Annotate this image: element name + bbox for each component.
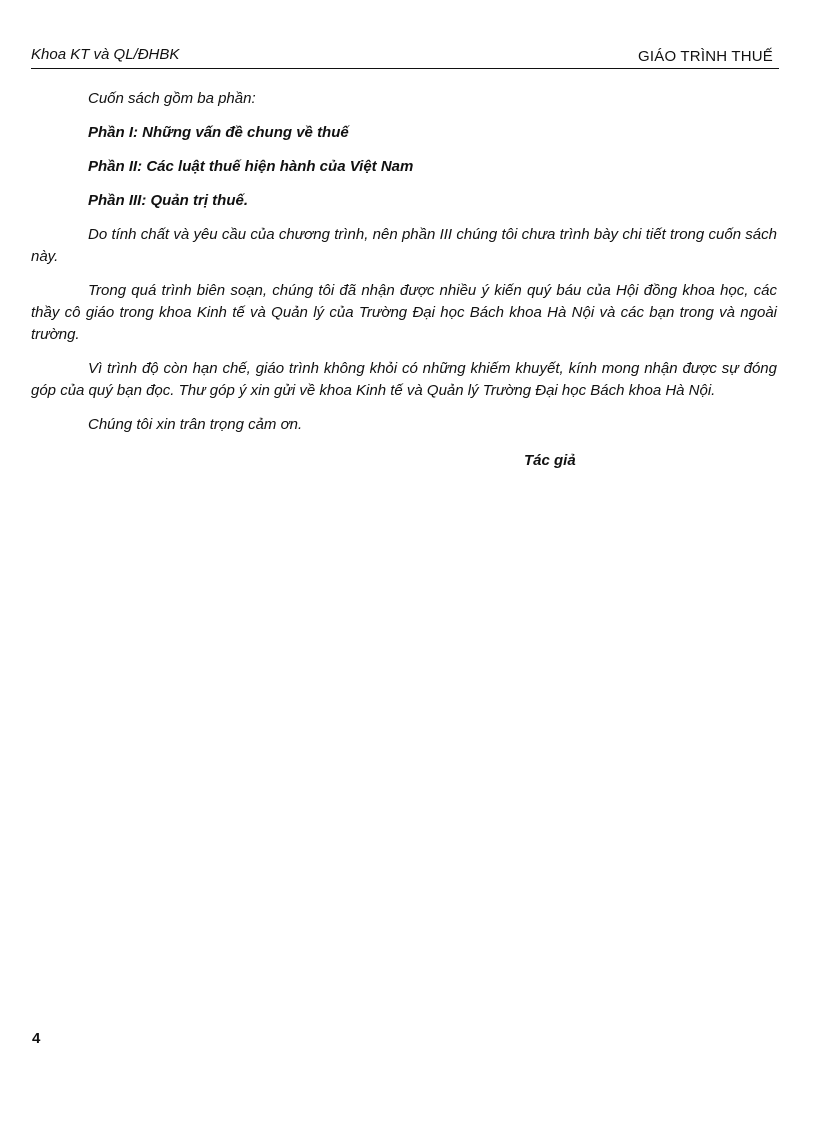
part-one-title: Phần I: Những vấn đề chung về thuế (88, 124, 349, 141)
intro-line: Cuốn sách gồm ba phần: (88, 90, 256, 107)
part-two-title: Phần II: Các luật thuế hiện hành của Việt Nam (88, 158, 414, 175)
author-signature: Tác giả (524, 452, 576, 469)
header-book-title: GIÁO TRÌNH THUẾ (638, 48, 773, 65)
part-three-title: Phần III: Quản trị thuế. (88, 192, 249, 209)
thanks-line: Chúng tôi xin trân trọng cảm ơn. (88, 416, 303, 433)
paragraph-scope: Do tính chất và yêu cầu của chương trình, nên phần III chúng tôi chưa trình bày chi tiết trong cuốn sách này. (31, 226, 777, 265)
page-content (31, 88, 777, 472)
page-number: 4 (32, 1030, 41, 1047)
header-department: Khoa KT và QL/ĐHBK (31, 46, 180, 63)
page-header (31, 46, 779, 69)
paragraph-acknowledgement: Trong quá trình biên soạn, chúng tôi đã nhận được nhiều ý kiến quý báu của Hội đồng khoa học, các thầy cô giáo trong khoa Kinh tế và Quản lý của Trường Đại học Bách khoa Hà Nội và các bạn trong và ngoài trường. (31, 282, 777, 343)
paragraph-feedback: Vì trình độ còn hạn chế, giáo trình không khỏi có những khiếm khuyết, kính mong nhận được sự đóng góp của quý bạn đọc. Thư góp ý xin gửi về khoa Kinh tế và Quản lý Trường Đại học Bách khoa Hà Nội. (31, 360, 777, 399)
